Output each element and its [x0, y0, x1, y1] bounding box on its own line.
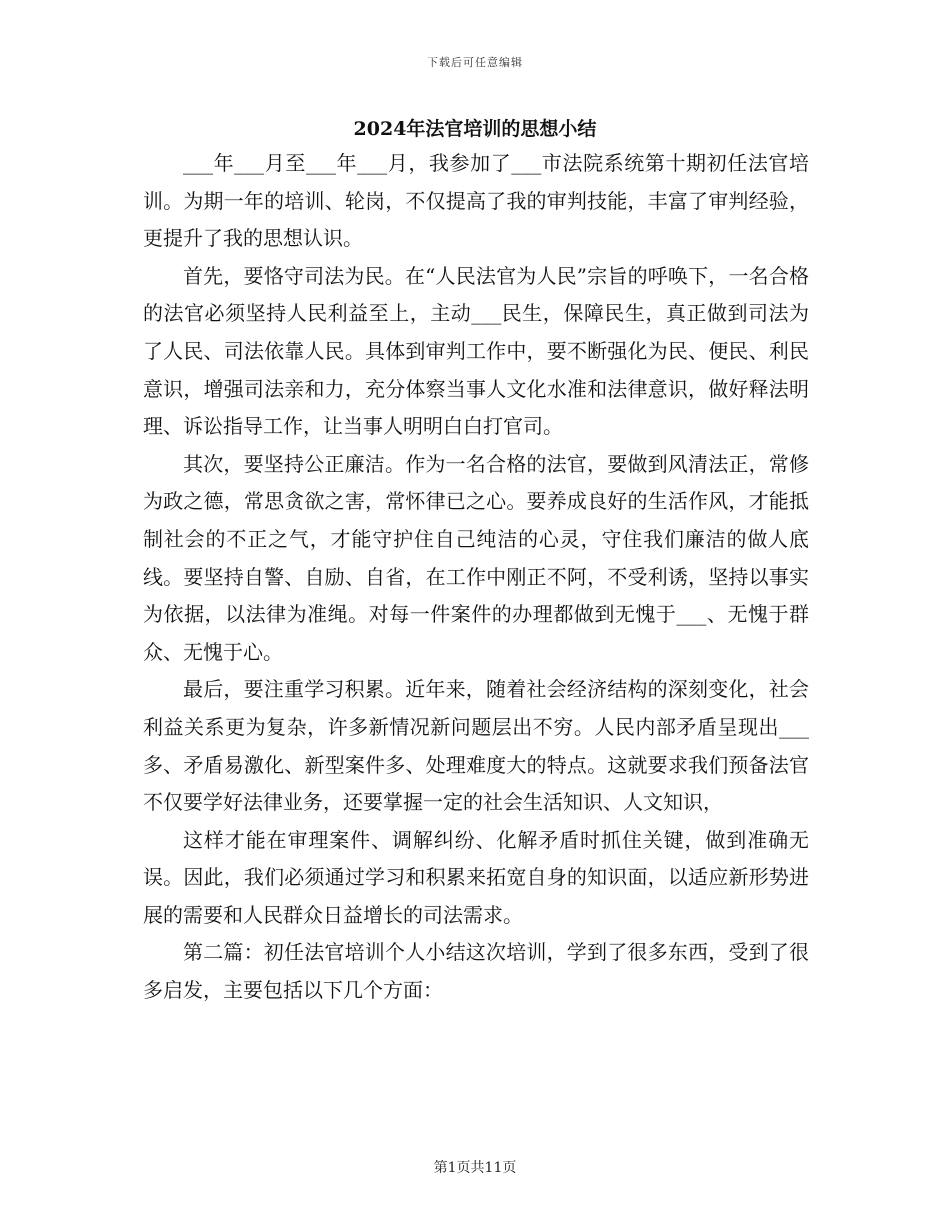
paragraph-second-article: 第二篇：初任法官培训个人小结这次培训，学到了很多东西，受到了很多启发，主要包括以下几个方面： [143, 940, 809, 1003]
paragraph-third-point: 最后，要注重学习积累。近年来，随着社会经济结构的深刻变化，社会利益关系更为复杂，许多新情况新问题层出不穷。人民内部矛盾呈现出___多、矛盾易激化、新型案件多、处理难度大的特点。这就要求我们预备法官不仅要学好法律业务，还要掌握一定的社会生活知识、人文知识， [143, 677, 809, 815]
paragraph-continuation: 这样才能在审理案件、调解纠纷、化解矛盾时抓住关键，做到准确无误。因此，我们必须通过学习和积累来拓宽自身的知识面，以适应新形势进展的需要和人民群众日益增长的司法需求。 [143, 827, 809, 927]
paragraph-first-point: 首先，要恪守司法为民。在“人民法官为人民”宗旨的呼唤下，一名合格的法官必须坚持人民利益至上，主动___民生，保障民生，真正做到司法为了人民、司法依靠人民。具体到审判工作中，要不断强化为民、便民、利民意识，增强司法亲和力，充分体察当事人文化水准和法律意识，做好释法明理、诉讼指导工作，让当事人明明白白打官司。 [143, 263, 809, 439]
page-number-footer: 第1页共11页 [433, 1160, 517, 1176]
paragraph-intro: ___年___月至___年___月，我参加了___市法院系统第十期初任法官培训。为期一年的培训、轮岗，不仅提高了我的审判技能，丰富了审判经验，更提升了我的思想认识。 [143, 151, 809, 251]
header-note: 下载后可任意编辑 [427, 56, 523, 69]
document-body [143, 145, 809, 1010]
document-title: 2024年法官培训的思想小结 [353, 118, 597, 140]
paragraph-second-point: 其次，要坚持公正廉洁。作为一名合格的法官，要做到风清法正，常修为政之德，常思贪欲之害，常怀律已之心。要养成良好的生活作风，才能抵制社会的不正之气，才能守护住自己纯洁的心灵，守住我们廉洁的做人底线。要坚持自警、自励、自省，在工作中刚正不阿，不受利诱，坚持以事实为依据，以法律为准绳。对每一件案件的办理都做到无愧于___、无愧于群众、无愧于心。 [143, 451, 809, 664]
